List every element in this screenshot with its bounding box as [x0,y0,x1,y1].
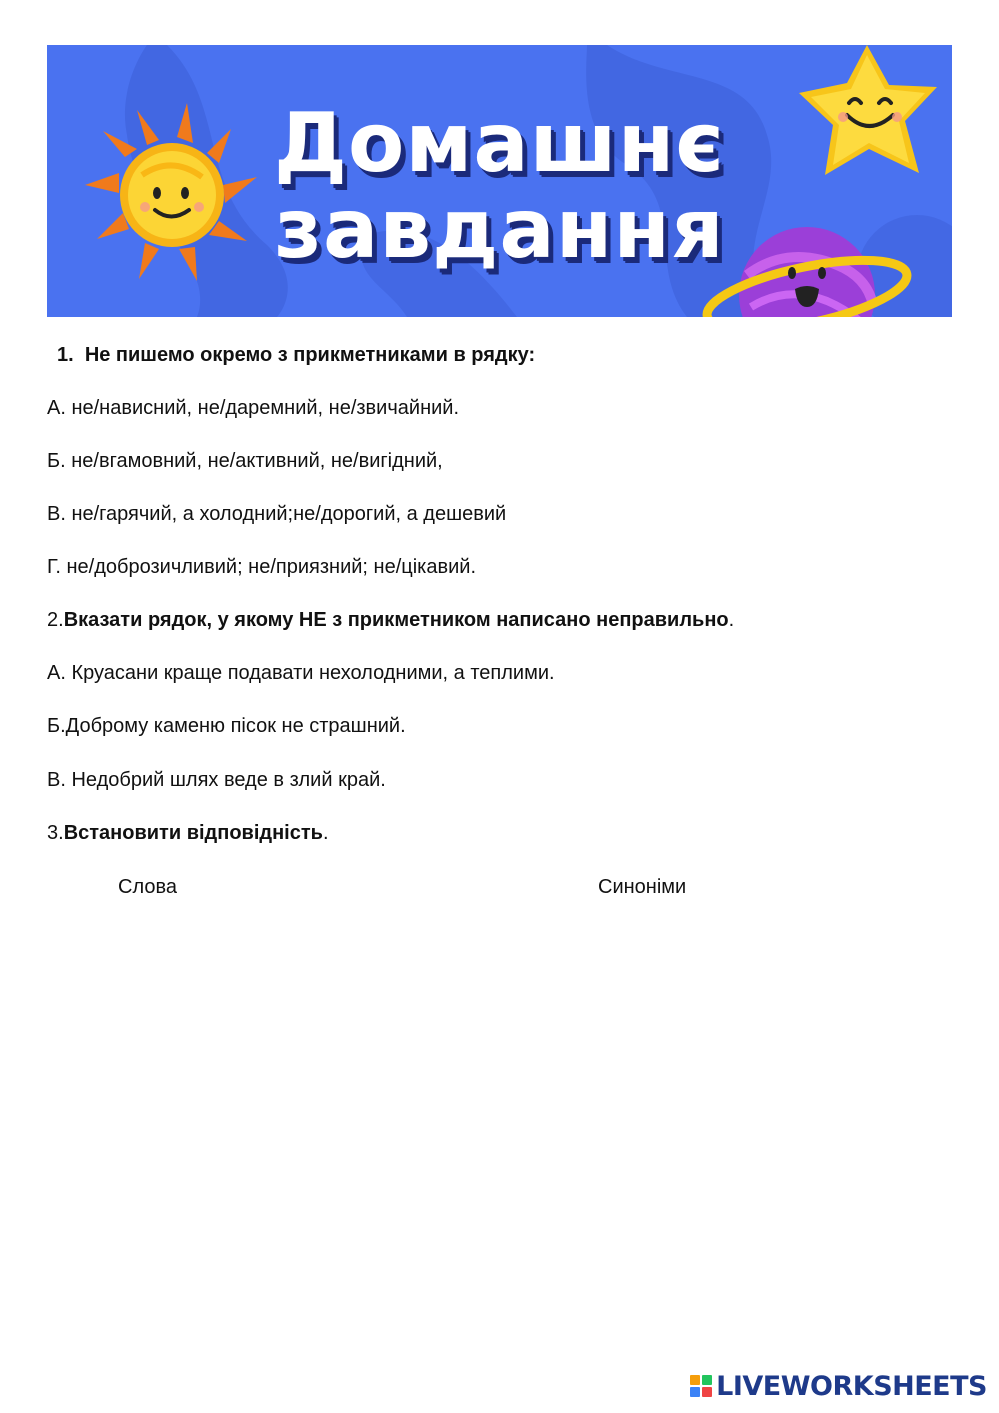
question-2-period: . [728,609,735,631]
question-3-heading [47,821,329,845]
question-1-number: 1. [57,344,74,366]
question-1-title: Не пишемо окремо з прикметниками в рядку: [84,344,536,366]
question-2-number: 2. [47,609,64,631]
column-header-synonyms: Синоніми [598,876,687,898]
question-1-heading [57,343,535,367]
logo-text: LIVEWORKSHEETS [716,1370,987,1402]
banner-title-line2: завдання [274,182,725,277]
logo-squares-icon [690,1375,712,1397]
question-1-option-v: В. не/гарячий, а холодний;не/дорогий, а дешевий [47,503,507,525]
homework-banner [47,45,952,317]
question-1-option-a: А. не/нависний, не/даремний, не/звичайний. [47,397,460,419]
liveworksheets-logo [690,1369,987,1403]
banner-title-line1: Домашнє [273,96,726,191]
question-2-option-b: Б.Доброму каменю пісок не страшний. [47,715,406,737]
column-header-words: Слова [118,876,177,898]
question-1-option-h: Г. не/доброзичливий; не/приязний; не/цікавий. [47,556,476,578]
question-1-option-b: Б. не/вгамовний, не/активний, не/вигідний, [47,450,443,472]
question-2-heading [47,608,734,632]
question-2-title: Вказати рядок, у якому НЕ з прикметником написано неправильно [63,609,729,631]
question-2-option-a: А. Круасани краще подавати нехолодними, а теплими. [47,662,555,684]
question-2-option-v: В. Недобрий шлях веде в злий край. [47,769,386,791]
question-3-number: 3. [47,822,64,844]
banner-title [47,96,952,277]
question-3-title: Встановити відповідність [63,822,323,844]
question-3-period: . [322,822,329,844]
